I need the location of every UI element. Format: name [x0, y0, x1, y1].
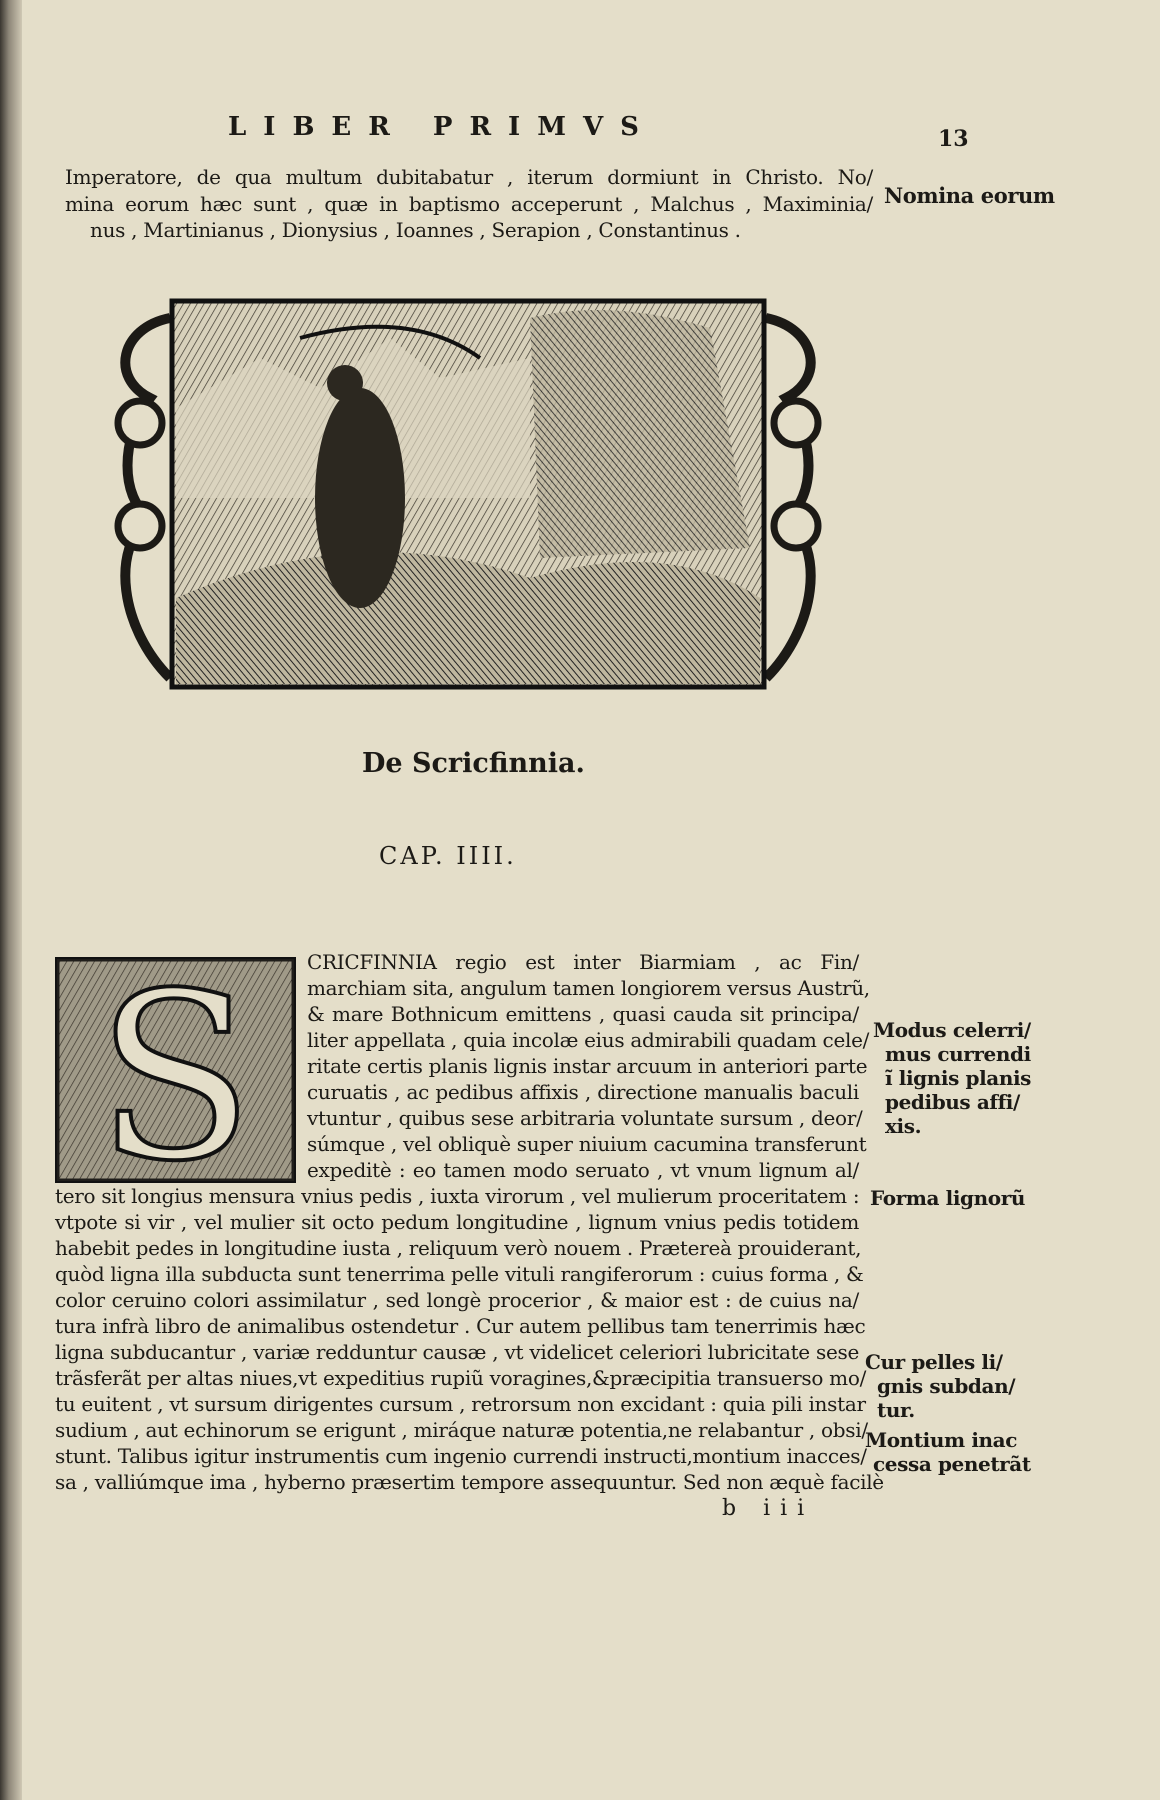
side-note-forma: Forma lignorũ [870, 1186, 1026, 1210]
left-ornament [118, 318, 170, 678]
page-number: 13 [938, 126, 969, 152]
text-line: habebit pedes in longitudine iusta , reliquum verò nouem . Prætereà prouiderant, [55, 1236, 862, 1260]
right-ornament [766, 318, 818, 678]
running-title: LIBER PRIMVS [228, 112, 656, 142]
side-note-modus [873, 1018, 1031, 1138]
side-note-line: ĩ lignis planis [885, 1066, 1032, 1090]
text-line: Imperatore, de qua multum dubitabatur , iterum dormiunt in Christo. No/ [65, 165, 873, 189]
side-note-line: xis. [885, 1114, 922, 1138]
text-line: tero sit longius mensura vnius pedis , iuxta virorum , vel mulierum proceritatem : [55, 1184, 860, 1208]
side-note-line: Modus celerri/ [873, 1018, 1031, 1042]
text-line: quòd ligna illa subducta sunt tenerrima pelle vituli rangiferorum : cuius forma , & [55, 1262, 864, 1286]
side-note-line: mus currendi [885, 1042, 1031, 1066]
side-note-line: pedibus affi/ [885, 1090, 1020, 1114]
chapter-number: CAP. IIII. [379, 842, 517, 870]
chapter-title: De Scricfinnia. [362, 748, 585, 779]
svg-text:S: S [96, 957, 254, 1183]
side-note-cur [865, 1350, 1015, 1422]
text-line: color ceruino colori assimilatur , sed longè procerior , & maior est : de cuius na/ [55, 1288, 859, 1312]
text-line: trãsferãt per altas niues,vt expeditius rupiũ voragines,&præcipitia transuerso mo/ [55, 1366, 867, 1390]
text-line: stunt. Talibus igitur instrumentis cum ingenio currendi instructi,montium inacces/ [55, 1444, 867, 1468]
text-line: liter appellata , quia incolæ eius admirabili quadam cele/ [307, 1028, 870, 1052]
text-line: sudium , aut echinorum se erigunt , miráque naturæ potentia,ne relabantur , obsi/ [55, 1418, 868, 1442]
side-note-line: tur. [877, 1398, 915, 1422]
text-line: ligna subducantur , variæ redduntur causæ , vt videlicet celeriori lubricitate sese [55, 1340, 859, 1364]
side-note-line: Cur pelles li/ [865, 1350, 1003, 1374]
adjacent-page-edge [0, 0, 22, 1800]
text-line: mina eorum hæc sunt , quæ in baptismo acceperunt , Malchus , Maximinia/ [65, 192, 873, 216]
text-line: vtpote si vir , vel mulier sit octo pedum longitudine , lignum vnius pedis totidem [55, 1210, 859, 1234]
text-line: tu euitent , vt sursum dirigentes cursum , retrorsum non excidant : quia pili instar [55, 1392, 866, 1416]
text-line: sa , valliúmque ima , hyberno præsertim tempore assequuntur. Sed non æquè facilè [55, 1470, 884, 1494]
text-line: ritate certis planis lignis instar arcuum in anteriori parte [307, 1054, 868, 1078]
text-line: & mare Bothnicum emittens , quasi cauda sit principa/ [307, 1002, 859, 1026]
text-line: expeditè : eo tamen modo seruato , vt vnum lignum al/ [307, 1158, 859, 1182]
text-line: CRICFINNIA regio est inter Biarmiam , ac Fin/ [307, 950, 859, 974]
woodcut-illustration [110, 298, 826, 692]
text-line: marchiam sita, angulum tamen longiorem versus Austrũ, [307, 976, 870, 1000]
side-note-line: gnis subdan/ [877, 1374, 1016, 1398]
text-line: súmque , vel obliquè super niuium cacumina transferunt [307, 1132, 867, 1156]
text-line: vtuntur , quibus sese arbitraria voluntate sursum , deor/ [307, 1106, 863, 1130]
decorated-initial-s [55, 957, 296, 1183]
text-line: tura infrà libro de animalibus ostendetur . Cur autem pellibus tam tenerrimis hæc [55, 1314, 866, 1338]
signature-mark: b iii [722, 1496, 815, 1521]
side-note-line: Montium inac [865, 1428, 1017, 1452]
side-note-montium [865, 1428, 1031, 1476]
side-note-nomina: Nomina eorum [884, 183, 1055, 208]
side-note-line: cessa penetrãt [873, 1452, 1031, 1476]
text-line: curuatis , ac pedibus affixis , directione manualis baculi [307, 1080, 859, 1104]
text-line: nus , Martinianus , Dionysius , Ioannes , Serapion , Constantinus . [90, 218, 741, 242]
